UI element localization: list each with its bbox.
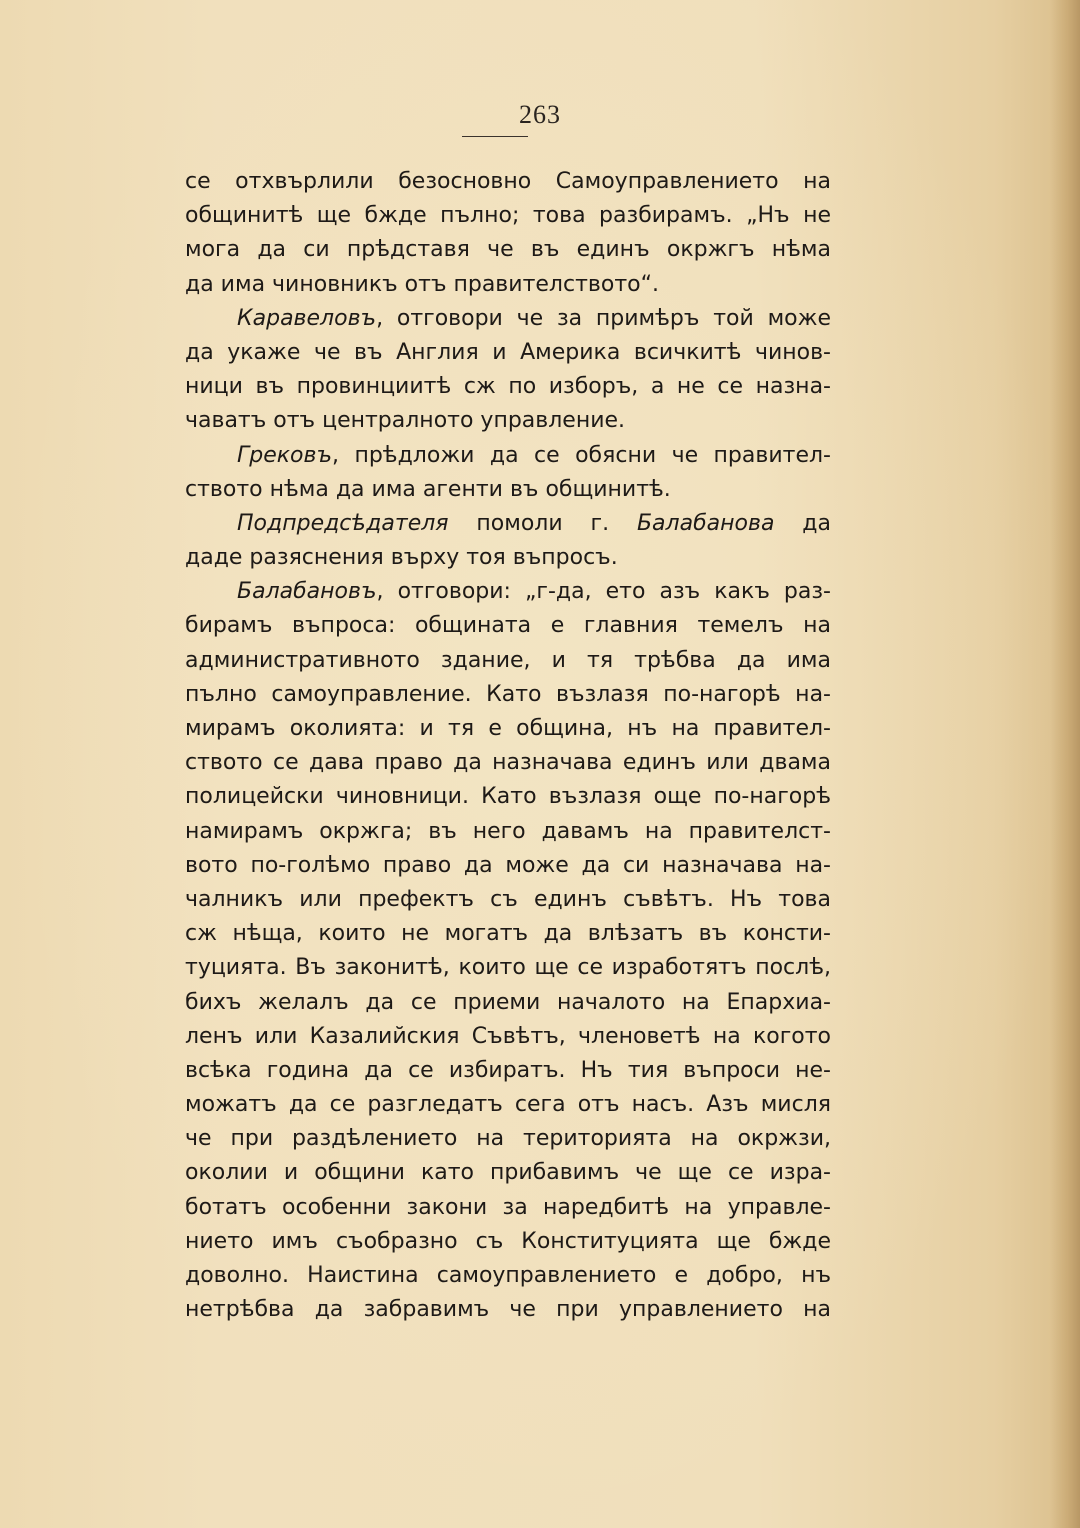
text-segment: всѣка година да се избиратъ. Нъ тия въпроси не- <box>185 1057 831 1083</box>
text-segment: да има чиновникъ отъ правителството“. <box>185 271 659 297</box>
text-segment: мога да си прѣдставя че въ единъ окржгъ нѣма <box>185 237 831 263</box>
text-segment: намирамъ окржга; въ него давамъ на правителст- <box>185 818 831 844</box>
text-segment: чалникъ или префектъ съ единъ съвѣтъ. Нъ това <box>185 886 831 912</box>
text-line <box>185 1020 831 1054</box>
text-segment: се отхвърлили безосновно Самоуправлението на <box>185 169 831 194</box>
text-segment: ници въ провинциитѣ сж по изборъ, а не се назна- <box>185 374 831 400</box>
text-segment: нието имъ съобразно съ Конституцията ще бжде <box>185 1228 831 1254</box>
speaker-name: Балабановъ <box>237 579 377 605</box>
text-segment: , отговори че за примѣръ той може <box>376 305 831 331</box>
text-segment: можатъ да се разгледатъ сега отъ насъ. Азъ мисля <box>185 1092 831 1118</box>
text-line <box>185 268 831 302</box>
text-segment: , прѣдложи да се обясни че правител- <box>332 442 831 468</box>
text-segment: бирамъ въпроса: общината е главния темелъ на <box>185 613 831 639</box>
text-line <box>185 1225 831 1259</box>
text-line <box>185 1293 831 1327</box>
text-segment: да <box>774 510 831 536</box>
text-line <box>185 541 831 575</box>
text-line <box>185 1259 831 1293</box>
text-line <box>185 1054 831 1088</box>
text-line <box>185 439 831 473</box>
text-segment: даде разяснения върху тоя въпросъ. <box>185 545 618 571</box>
speaker-name: Подпредсѣдателя <box>237 510 449 536</box>
text-line <box>185 849 831 883</box>
text-segment: пълно самоуправление. Като възлазя по-нагорѣ на- <box>185 681 831 707</box>
text-segment: ботатъ особенни закони за наредбитѣ на управле- <box>185 1194 831 1220</box>
speaker-name: Каравеловъ <box>237 305 377 331</box>
text-line <box>185 917 831 951</box>
text-line <box>185 302 831 336</box>
text-segment: туцията. Въ законитѣ, които ще се изработятъ послѣ, <box>185 955 831 981</box>
text-line <box>185 780 831 814</box>
text-segment: чаватъ отъ централното управление. <box>185 408 626 434</box>
text-segment: сж нѣща, които не могатъ да влѣзатъ въ консти- <box>185 921 831 947</box>
text-line <box>185 336 831 370</box>
text-segment: ленъ или Казалийския Съвѣтъ, членоветѣ на когото <box>185 1023 831 1049</box>
text-segment: полицейски чиновници. Като възлазя още по-нагорѣ <box>185 784 831 810</box>
text-line <box>185 1122 831 1156</box>
text-line <box>185 712 831 746</box>
speaker-name: Балабанова <box>636 510 775 536</box>
text-segment: доволно. Наистина самоуправлението е добро, нъ <box>185 1263 831 1288</box>
text-line <box>185 1088 831 1122</box>
text-line <box>185 609 831 643</box>
text-line <box>185 1191 831 1225</box>
text-segment: бихъ желалъ да се приеми началото на Епархиа- <box>185 989 831 1015</box>
text-segment: мирамъ околията: и тя е община, нъ на правител- <box>185 716 831 741</box>
text-line <box>185 404 831 438</box>
text-line <box>185 986 831 1020</box>
text-segment: нетрѣбва да забравимъ че при управлението на <box>185 1297 831 1323</box>
text-line <box>185 644 831 678</box>
text-line <box>185 678 831 712</box>
text-line <box>185 746 831 780</box>
text-segment: административното здание, и тя трѣбва да има <box>185 647 831 673</box>
speaker-name: Грековъ <box>237 442 333 468</box>
text-segment: вото по-голѣмо право да може да си назначава на- <box>185 852 831 878</box>
page-edge-shadow <box>1050 0 1080 1528</box>
text-segment: помоли г. <box>448 510 637 536</box>
text-line <box>185 370 831 404</box>
text-line <box>185 575 831 609</box>
text-line <box>185 1156 831 1190</box>
text-segment: че при раздѣлението на територията на окржзи, <box>185 1126 831 1152</box>
page-number-rule <box>462 136 528 137</box>
body-text <box>185 165 831 1327</box>
text-line <box>185 199 831 233</box>
text-line <box>185 883 831 917</box>
text-line <box>185 165 831 199</box>
text-segment: да укаже че въ Англия и Америка всичкитѣ чинов- <box>185 339 831 365</box>
text-line <box>185 507 831 541</box>
text-line <box>185 815 831 849</box>
text-segment: общинитѣ ще бжде пълно; това разбирамъ. „Нъ не <box>185 203 831 229</box>
text-segment: околии и общини като прибавимъ че ще се изра- <box>185 1160 831 1186</box>
text-line <box>185 951 831 985</box>
text-segment: , отговори: „г-да, ето азъ какъ раз- <box>376 579 831 605</box>
text-segment: ството се дава право да назначава единъ или двама <box>185 750 831 776</box>
text-line <box>185 473 831 507</box>
text-segment: ството нѣма да има агенти въ общинитѣ. <box>185 476 671 502</box>
text-line <box>185 233 831 267</box>
page-number: 263 <box>519 100 561 129</box>
